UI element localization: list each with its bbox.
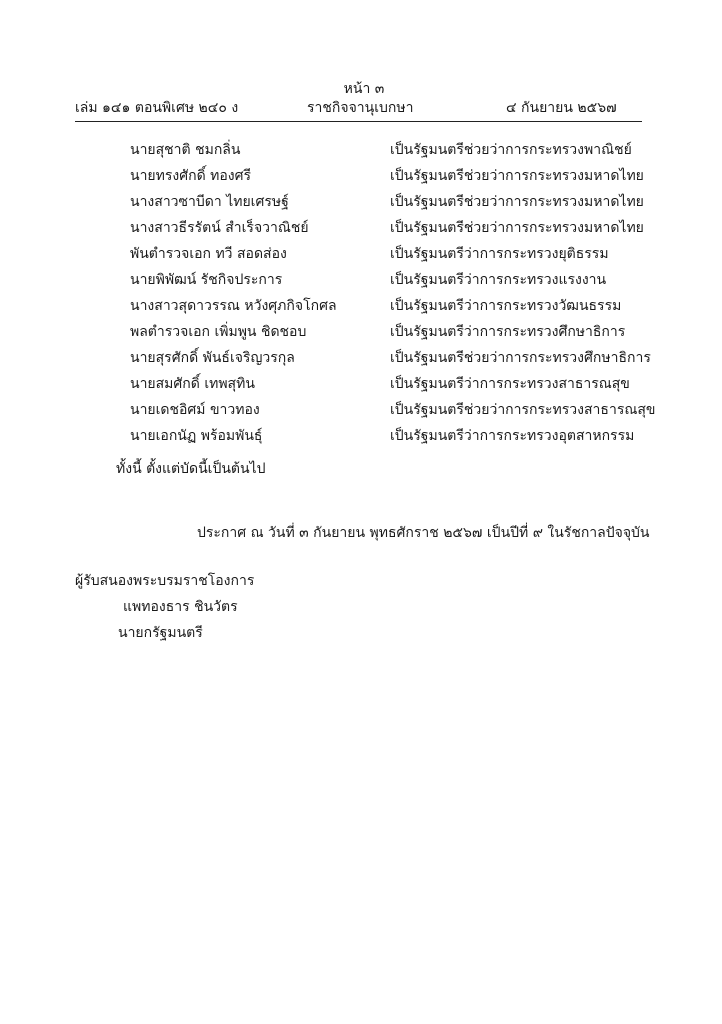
appointee-position: เป็นรัฐมนตรีว่าการกระทรวงยุติธรรม bbox=[390, 246, 609, 262]
countersign-name: แพทองธาร ชินวัตร bbox=[123, 599, 238, 615]
appointee-name: นายสมศักดิ์ เทพสุทิน bbox=[130, 376, 255, 392]
appointment-row bbox=[0, 217, 722, 243]
appointment-row bbox=[0, 139, 722, 165]
appointee-name: พันตำรวจเอก ทวี สอดส่อง bbox=[130, 246, 287, 262]
publication-date: ๔ กันยายน ๒๕๖๗ bbox=[506, 100, 617, 116]
appointee-name: นางสาวสุดาวรรณ หวังศุภกิจโกศล bbox=[130, 298, 337, 314]
appointee-name: นายสุรศักดิ์ พันธ์เจริญวรกุล bbox=[130, 350, 295, 366]
volume-issue: เล่ม ๑๔๑ ตอนพิเศษ ๒๔๐ ง bbox=[75, 100, 239, 116]
appointment-row bbox=[0, 321, 722, 347]
appointee-position: เป็นรัฐมนตรีช่วยว่าการกระทรวงสาธารณสุข bbox=[390, 402, 656, 418]
publication-name: ราชกิจจานุเบกษา bbox=[307, 100, 414, 116]
appointment-row bbox=[0, 295, 722, 321]
appointee-position: เป็นรัฐมนตรีช่วยว่าการกระทรวงมหาดไทย bbox=[390, 168, 644, 184]
countersign-title: นายกรัฐมนตรี bbox=[118, 625, 203, 641]
appointee-name: พลตำรวจเอก เพิ่มพูน ชิดชอบ bbox=[130, 324, 307, 340]
appointee-position: เป็นรัฐมนตรีช่วยว่าการกระทรวงมหาดไทย bbox=[390, 194, 644, 210]
appointee-name: นางสาวซาบีดา ไทยเศรษฐ์ bbox=[130, 194, 289, 210]
appointee-position: เป็นรัฐมนตรีว่าการกระทรวงสาธารณสุข bbox=[390, 376, 630, 392]
appointment-row bbox=[0, 243, 722, 269]
appointee-position: เป็นรัฐมนตรีว่าการกระทรวงอุตสาหกรรม bbox=[390, 428, 635, 444]
appointee-position: เป็นรัฐมนตรีช่วยว่าการกระทรวงพาณิชย์ bbox=[390, 142, 632, 158]
effective-clause: ทั้งนี้ ตั้งแต่บัดนี้เป็นต้นไป bbox=[116, 461, 266, 477]
announcement-date-line: ประกาศ ณ วันที่ ๓ กันยายน พุทธศักราช ๒๕๖๗ เป็นปีที่ ๙ ในรัชกาลปัจจุบัน bbox=[197, 525, 650, 541]
appointee-position: เป็นรัฐมนตรีว่าการกระทรวงแรงงาน bbox=[390, 272, 607, 288]
appointment-row bbox=[0, 347, 722, 373]
header-rule bbox=[75, 121, 642, 122]
appointee-position: เป็นรัฐมนตรีช่วยว่าการกระทรวงมหาดไทย bbox=[390, 220, 644, 236]
appointee-name: นายเดชอิศม์ ขาวทอง bbox=[130, 402, 260, 418]
appointment-row bbox=[0, 373, 722, 399]
appointee-name: นายพิพัฒน์ รัชกิจประการ bbox=[130, 272, 283, 288]
countersignature-block bbox=[75, 570, 254, 648]
countersign-label: ผู้รับสนองพระบรมราชโองการ bbox=[75, 573, 255, 589]
appointment-row bbox=[0, 425, 722, 451]
appointment-row bbox=[0, 191, 722, 217]
appointment-row bbox=[0, 399, 722, 425]
appointee-name: นายทรงศักดิ์ ทองศรี bbox=[130, 168, 252, 184]
appointee-position: เป็นรัฐมนตรีว่าการกระทรวงศึกษาธิการ bbox=[390, 324, 626, 340]
appointment-list bbox=[0, 139, 722, 451]
page-number: หน้า ๓ bbox=[343, 81, 385, 97]
appointee-name: นายเอกนัฏ พร้อมพันธุ์ bbox=[130, 428, 263, 444]
appointee-position: เป็นรัฐมนตรีว่าการกระทรวงวัฒนธรรม bbox=[390, 298, 622, 314]
appointee-position: เป็นรัฐมนตรีช่วยว่าการกระทรวงศึกษาธิการ bbox=[390, 350, 651, 366]
appointee-name: นายสุชาติ ชมกลิ่น bbox=[130, 142, 241, 158]
appointment-row bbox=[0, 165, 722, 191]
appointee-name: นางสาวธีรรัตน์ สำเร็จวาณิชย์ bbox=[130, 220, 309, 236]
appointment-row bbox=[0, 269, 722, 295]
